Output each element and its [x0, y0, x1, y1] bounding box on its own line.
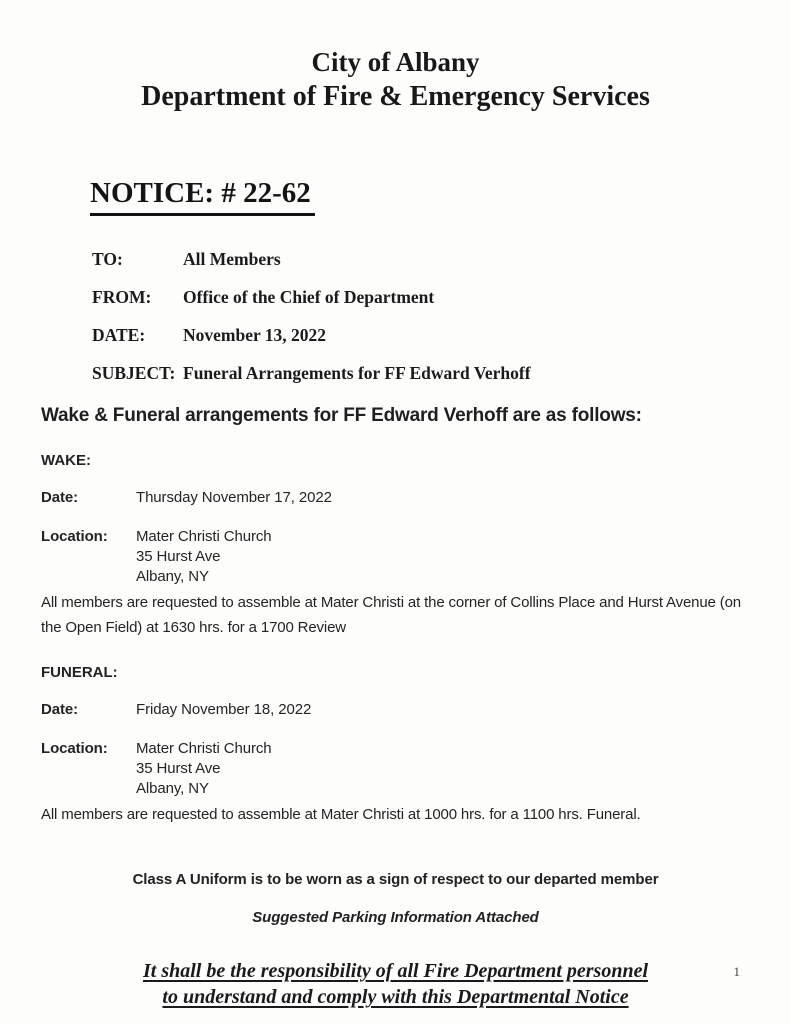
parking-note: Suggested Parking Information Attached — [252, 909, 539, 926]
notice-title: NOTICE: # 22-62 — [90, 177, 315, 216]
funeral-location-row — [41, 739, 791, 799]
notice-title-row — [90, 177, 791, 216]
wake-location-line-1: Mater Christi Church — [136, 528, 272, 545]
page-number: 1 — [733, 964, 740, 979]
uniform-note: Class A Uniform is to be worn as a sign of respect to our departed member — [132, 871, 659, 888]
funeral-heading: FUNERAL: — [41, 664, 118, 681]
wake-date-label: Date: — [41, 489, 79, 506]
funeral-location-line-3: Albany, NY — [136, 780, 209, 797]
funeral-section — [0, 664, 791, 827]
letterhead-department: Department of Fire & Emergency Services — [141, 81, 650, 112]
letterhead — [0, 0, 791, 115]
wake-section — [0, 452, 791, 640]
memo-date-label: DATE: — [92, 325, 146, 345]
memo-subject-value: Funeral Arrangements for FF Edward Verhoff — [183, 363, 531, 383]
funeral-location-line-2: 35 Hurst Ave — [136, 760, 221, 777]
funeral-date-row — [41, 700, 791, 720]
funeral-location-value — [136, 739, 272, 799]
funeral-assembly-note: All members are requested to assemble at Mater Christi at 1000 hrs. for a 1100 hrs. Funeral. — [41, 806, 641, 823]
responsibility-line-2: to understand and comply with this Departmental Notice — [162, 986, 629, 1008]
memo-row-to — [92, 248, 791, 270]
memo-row-date — [92, 324, 791, 346]
wake-assembly-note: All members are requested to assemble at Mater Christi at the corner of Collins Place and Hurst Avenue (on the Open Field) at 1630 hrs. for a 1700 Review — [41, 594, 741, 636]
wake-location-row — [41, 527, 791, 587]
memo-row-from — [92, 286, 791, 308]
wake-location-value — [136, 527, 272, 587]
memo-row-subject — [92, 362, 791, 384]
memo-from-label: FROM: — [92, 287, 152, 307]
wake-date-row — [41, 488, 791, 508]
wake-date-value: Thursday November 17, 2022 — [136, 489, 332, 506]
wake-location-label: Location: — [41, 528, 108, 545]
funeral-date-value: Friday November 18, 2022 — [136, 701, 312, 718]
memo-to-label: TO: — [92, 249, 123, 269]
memo-to-value: All Members — [183, 249, 281, 269]
responsibility-line-1: It shall be the responsibility of all Fire Department personnel — [142, 960, 649, 982]
memo-subject-label: SUBJECT: — [92, 363, 176, 383]
letterhead-city: City of Albany — [311, 47, 480, 77]
memo-date-value: November 13, 2022 — [183, 325, 327, 345]
wake-location-line-2: 35 Hurst Ave — [136, 548, 221, 565]
arrangements-intro: Wake & Funeral arrangements for FF Edward Verhoff are as follows: — [41, 405, 642, 426]
funeral-date-label: Date: — [41, 701, 79, 718]
funeral-location-label: Location: — [41, 740, 108, 757]
responsibility-statement — [0, 958, 791, 1010]
wake-location-line-3: Albany, NY — [136, 568, 209, 585]
funeral-location-line-1: Mater Christi Church — [136, 740, 272, 757]
wake-heading: WAKE: — [41, 452, 91, 469]
memo-from-value: Office of the Chief of Department — [183, 287, 435, 307]
memo-header — [92, 248, 791, 384]
